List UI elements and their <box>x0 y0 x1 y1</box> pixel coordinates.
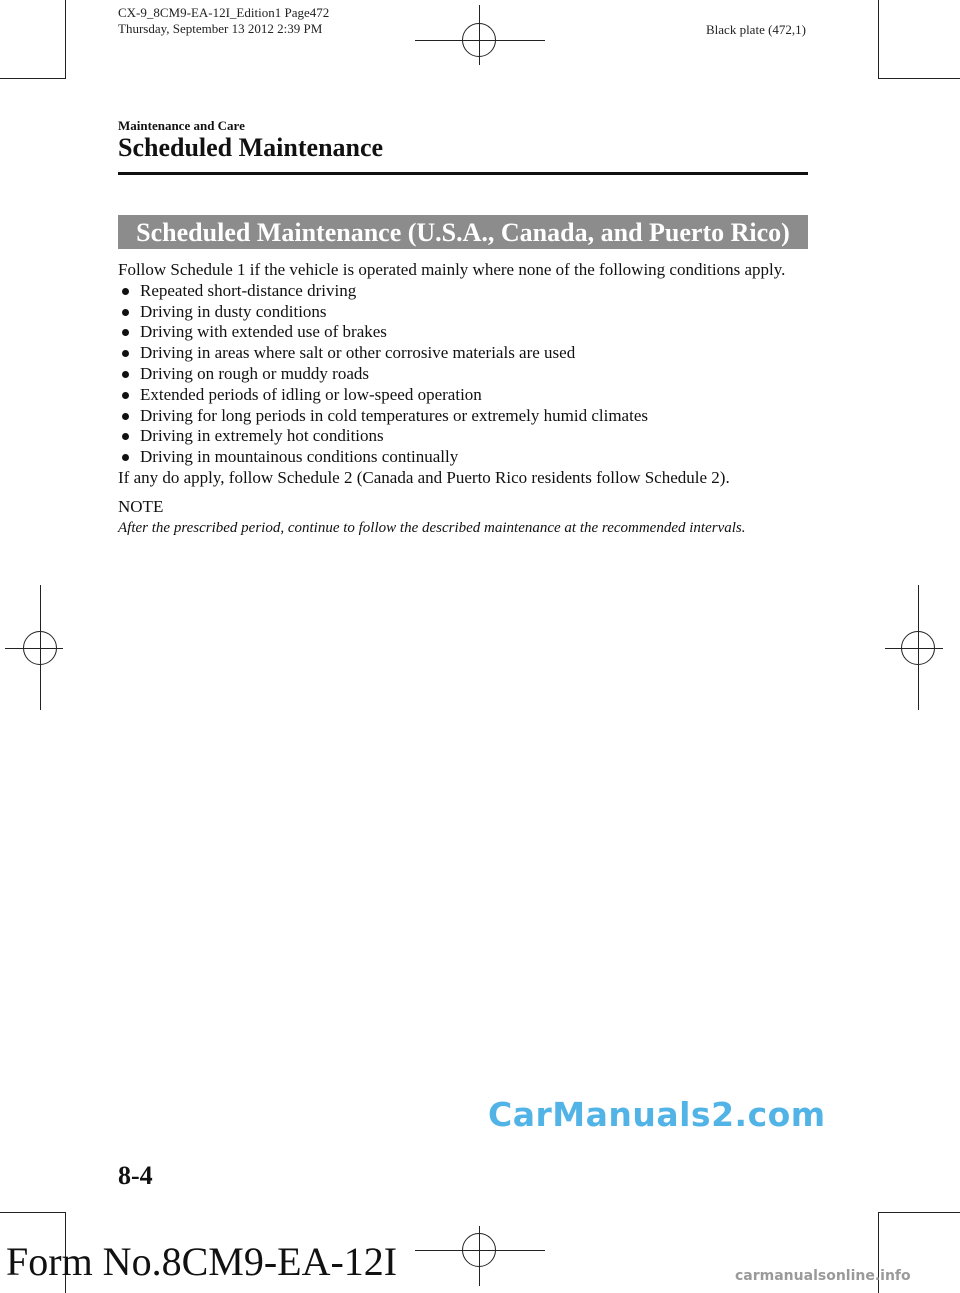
section-label: Maintenance and Care <box>118 118 245 133</box>
list-item: Driving on rough or muddy roads <box>118 364 808 385</box>
list-item: Driving with extended use of brakes <box>118 322 808 343</box>
note-label: NOTE <box>118 496 164 516</box>
conditions-list <box>118 281 808 468</box>
print-header-file: CX-9_8CM9-EA-12I_Edition1 Page472 <box>118 5 330 20</box>
bullet-icon <box>122 371 129 378</box>
bullet-icon <box>122 288 129 295</box>
bullet-icon <box>122 433 129 440</box>
section-banner: Scheduled Maintenance (U.S.A., Canada, and Puerto Rico) <box>118 215 808 249</box>
print-header <box>118 5 329 37</box>
bullet-icon <box>122 454 129 461</box>
title-rule <box>118 172 808 175</box>
note-text: After the prescribed period, continue to follow the described maintenance at the recommended intervals. <box>118 519 746 536</box>
list-item: Repeated short-distance driving <box>118 281 808 302</box>
list-item: Driving in areas where salt or other corrosive materials are used <box>118 343 808 364</box>
body-content <box>118 260 808 539</box>
list-item: Driving for long periods in cold temperatures or extremely humid climates <box>118 406 808 427</box>
followup-paragraph: If any do apply, follow Schedule 2 (Canada and Puerto Rico residents follow Schedule 2). <box>118 467 730 487</box>
bullet-icon <box>122 392 129 399</box>
list-item: Driving in extremely hot conditions <box>118 426 808 447</box>
list-item: Extended periods of idling or low-speed operation <box>118 385 808 406</box>
footer-watermark: carmanualsonline.info <box>735 1268 911 1284</box>
watermark-logo: CarManuals2.com <box>488 1095 826 1134</box>
intro-paragraph: Follow Schedule 1 if the vehicle is operated mainly where none of the following conditions apply. <box>118 260 786 279</box>
print-header-date: Thursday, September 13 2012 2:39 PM <box>118 21 323 36</box>
bullet-icon <box>122 309 129 316</box>
bullet-icon <box>122 350 129 357</box>
list-item: Driving in mountainous conditions continually <box>118 447 808 468</box>
plate-label: Black plate (472,1) <box>706 22 806 37</box>
bullet-icon <box>122 329 129 336</box>
form-number: Form No.8CM9-EA-12I <box>6 1239 398 1284</box>
bullet-icon <box>122 413 129 420</box>
page-title: Scheduled Maintenance <box>118 133 384 162</box>
list-item: Driving in dusty conditions <box>118 302 808 323</box>
page-number: 8-4 <box>118 1161 153 1190</box>
